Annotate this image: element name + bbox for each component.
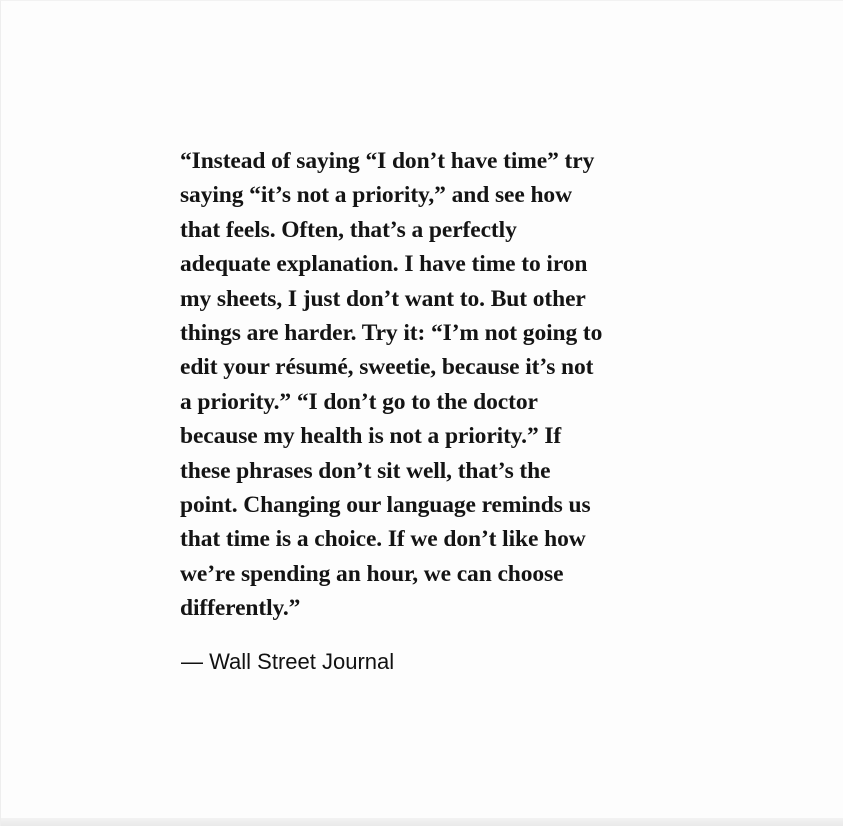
quote-line: my sheets, I just don’t want to. But other (180, 285, 586, 312)
quote-line: point. Changing our language reminds us (180, 492, 591, 519)
quote-line: differently.” (180, 595, 301, 622)
quote-line: a priority.” “I don’t go to the doctor (180, 388, 538, 415)
bottom-edge-divider (1, 818, 843, 826)
quote-line: “Instead of saying “I don’t have time” try (180, 148, 595, 174)
quote-line: because my health is not a priority.” If (180, 423, 562, 450)
quote-line: edit your résumé, sweetie, because it’s not (180, 354, 594, 381)
quote-line: that time is a choice. If we don’t like how (180, 526, 586, 553)
quote-attribution: — Wall Street Journal (181, 649, 395, 674)
quote-text (180, 144, 740, 626)
quote-line: things are harder. Try it: “I’m not going to (180, 320, 603, 347)
quote-line: we’re spending an hour, we can choose (180, 560, 564, 587)
quote-line: adequate explanation. I have time to iron (180, 251, 588, 278)
quote-line: these phrases don’t sit well, that’s the (180, 457, 551, 484)
quote-line: that feels. Often, that’s a perfectly (180, 216, 517, 243)
quote-line: saying “it’s not a priority,” and see how (180, 182, 572, 209)
